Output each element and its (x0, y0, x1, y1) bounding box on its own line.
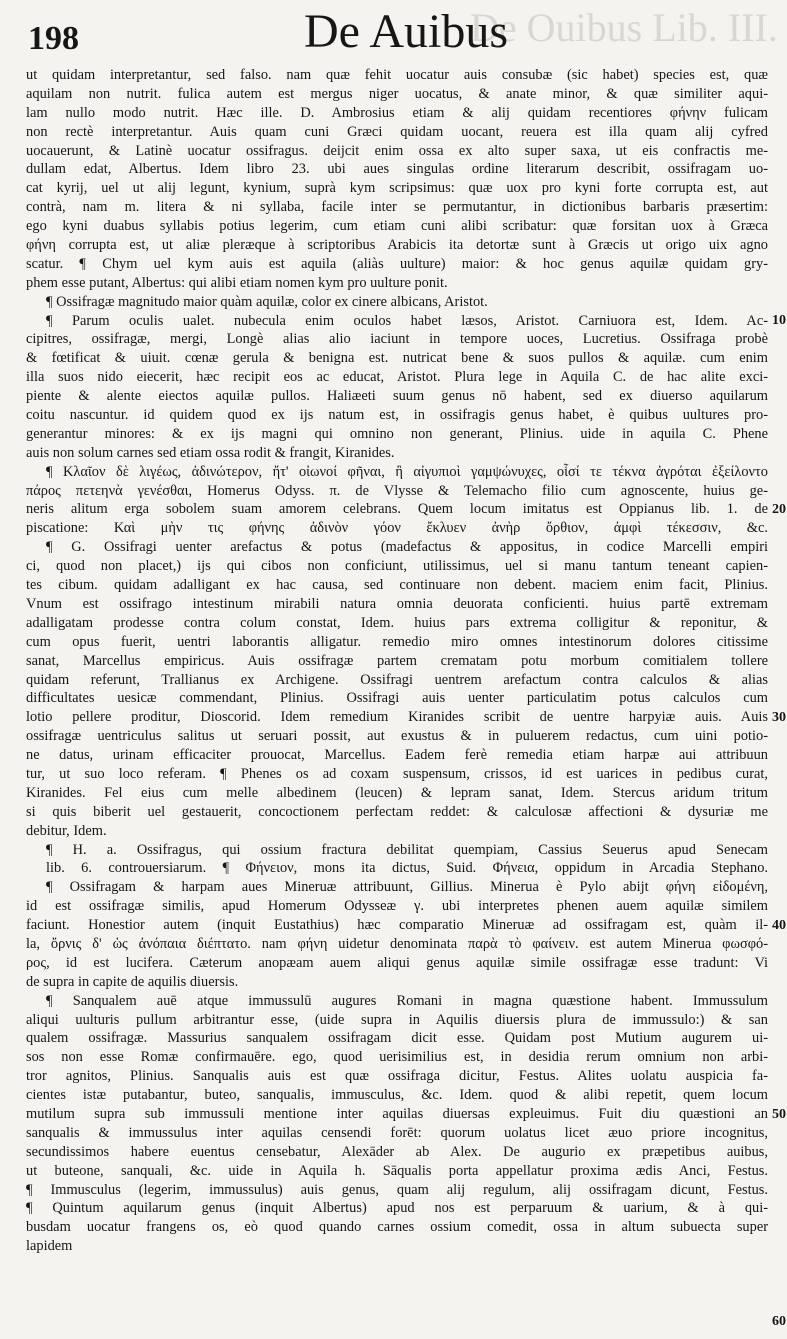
text-line: debitur, Idem. (26, 822, 107, 839)
text-line: faciunt. Honestior autem (inquit Eustathius) hæc comparatio Mineruæ ad ossifragam est, quàm il- (26, 917, 768, 934)
margin-number: 50 (772, 1106, 786, 1122)
text-line: ¶ Parum oculis ualet. nubecula enim oculos habet læsos, Aristot. Carniuora est, Idem. Ac- (46, 312, 768, 329)
text-line: ut buteone, sanquali, &c. uide in Aquila h. Sāqualis porta appellatur proxima ædis Anci, Festus. (26, 1162, 768, 1179)
text-line: contrà, nam m. litera & ni syllaba, facile inter se permutantur, in dictionibus barbaris præsertim: (26, 199, 768, 216)
text-line: si quis biberit uel gestauerit, concoctionem perfectam reddet: & calculosæ affectioni & dysuriæ me (26, 803, 768, 820)
margin-number: 10 (772, 312, 786, 328)
text-line: piscatione: Καὶ μὴν τις φήνης ἀδινὸν γόον ἔκλυεν ἀνὴρ ὄρθιον, ἀμφὶ τέκεσσιν, &c. (26, 520, 768, 537)
margin-number: 60 (772, 1314, 786, 1330)
text-line: ¶ Ossifragæ magnitudo maior quàm aquilæ, color ex cinere albicans, Aristot. (46, 293, 488, 310)
text-line: cientes istæ putabantur, buteo, sanqualis, immusculus, &c. Idem. quod & alibi repetit, quem locum (26, 1087, 768, 1104)
text-line: ut quidam interpretantur, sed falso. nam quæ fehit uocatur auis consubæ (sic habet) species est, quæ (26, 67, 768, 83)
text-line: ossifragæ uentriculus salitus ut seruari possit, aut exustus & in puluerem redactus, cum uini potio- (26, 728, 768, 745)
text-line: id est ossifragæ similis, apud Homerum Odysseæ γ. ubi interpretes phenen auem aquilæ similem (26, 898, 768, 915)
margin-number: 40 (772, 917, 786, 933)
text-line: ci, quod non placet,) ijs qui cibos non conficiunt, utilissimus, uel si manu tantum teneant capien- (26, 558, 768, 575)
page-number: 198 (28, 20, 79, 57)
text-line: πάρος πετεηνὰ γενέσθαι, Homerus Odyss. π. de Vlysse & Telemacho filio cum agnoscente, huius ge- (26, 482, 768, 499)
text-line: aquilam non nutrit. fulica autem est mergus niger uocatus, & anate minor, & quæ similiter aqui- (26, 85, 768, 102)
text-line: aliqui uulturis pullum arbitrantur esse, (uide supra in Aquilis diuersis plura de immussulo:) & san (26, 1011, 768, 1028)
text-line: la, ὄρνις δ' ὡς ἀνόπαια διέπτατο. nam φήνη uidetur denominata παρὰ τὸ φαίνειν. est autem Minerua φωσφό- (26, 935, 768, 952)
text-line: tur, ut suo loco referam. ¶ Phenes os ad coxam suspensum, crissos, id est uarices in pedibus curat, (26, 765, 768, 782)
text-line: ¶ G. Ossifragi uenter arefactus & potus (madefactus & appositus, in codice Marcelli empiri (46, 539, 768, 556)
running-title: De Auibus (304, 5, 508, 58)
text-line: secundissimos habere euentus censebatur, Alexāder ab Alex. De augurio ex præpetibus auibus, (26, 1143, 768, 1160)
text-line: ¶ H. a. Ossifragus, qui ossium fractura debilitat quempiam, Cassius Seuerus apud Senecam (46, 841, 768, 858)
text-line: cat kyrij, uel ut alij legunt, kynium, suprà kym scripsimus: quæ uox pro kyni forte corrupta est, aut (26, 180, 768, 197)
text-line: difficultates uesicæ commendant, Plinius. Ossifragi auis uenter particulatim potus calculos cum (26, 690, 768, 707)
text-line: & fœtificat & uiuit. cœnæ gerula & benigna est. nutricat bene & suos pullos & aquilæ. cum enim (26, 350, 768, 367)
text-line: qualem ossifragæ. Massurius sanqualem ossifragam dicit esse. Quidam post Mutium augurem ui- (26, 1030, 768, 1047)
text-line: uocauerunt, & Latinè uocatur ossifragus. deijcit enim ossa ex alto super saxa, ut eis confractis me- (26, 142, 768, 159)
text-line: busdam uocatur frangens os, eò quod quando carnes ossium comedit, ossa in altum subuecta super (26, 1219, 768, 1236)
text-line: generantur minores: & ex ijs magni qui omnino non generant, Plinius. uide in aquila C. Phene (26, 425, 768, 442)
bleed-through-title: De Ouibus Lib. III. (470, 5, 778, 50)
text-line: ¶ Sanqualem auē atque immussulū augures Romani in magna quæstione habent. Immussulum (46, 992, 768, 1009)
text-line: coitu nascuntur. id quidem quod ex ijs natum est, in ossifragis genus habet, è quibus uultures pro- (26, 407, 768, 424)
text-line: ¶ Quintum aquilarum genus (inquit Albertus) apud nos est perparuum & uarium, & à qui- (26, 1200, 768, 1217)
text-line: auis non solum carnes sed etiam ossa rodit & frangit, Kiranides. (26, 444, 395, 461)
text-line: non rectè interpretantur. Auis quam cuni Græci quidam uocant, reuera est illa quam alij cyfred (26, 123, 768, 140)
text-line: lotio pellere proditur, Dioscorid. Idem remedium Kiranides scribit de uentre harpyiæ auis. Auis (26, 709, 768, 726)
text-line: sanqualis & immussulus inter aquilas censendi forēt: quorum uolatus licet æuo priore incognitus, (26, 1124, 768, 1141)
text-line: de supra in capite de aquilis diuersis. (26, 973, 239, 990)
text-line: lapidem (26, 1238, 73, 1255)
text-line: mutilum supra sub immussuli mentione inter aquilas diuersas expleuimus. Fuit diu quæstioni an (26, 1105, 768, 1122)
text-line: phem esse putant, Albertus: qui alibi etiam nomen kym pro uulture ponit. (26, 274, 448, 291)
text-line: lib. 6. controuersiarum. ¶ Φήνειον, mons ita dictus, Suid. Φήνεια, oppidum in Arcadia Stephano. (46, 860, 768, 877)
text-line: lam nullo modo nutrit. Hæc ille. D. Ambrosius etiam & alij quidam recentiores φήνην fulicam (26, 104, 768, 121)
text-line: Vnum est ossifrago intestinum mirabili natura omnia deuorata conficienti. huius partē extremam (26, 595, 768, 612)
text-line: tes cibum. quidam adalligant ex hac causa, sed continuare non debent. maciem enim facit, Plinius. (26, 577, 768, 594)
text-line: quidam referunt, Trallianus ex Archigene. Ossifragi uentrem arefactum contra calculos & alias (26, 671, 768, 688)
text-line: cum opus fuerit, uentri laborantis alligatur. remedio miro omnes intestinorum dolores citissime (26, 633, 768, 650)
text-line: ¶ Immusculus (legerim, immussulus) auis genus, quam alij regulum, alij ossifragam dicunt, Festus. (26, 1181, 768, 1198)
text-line: adalligatam prodesse contra colum constat, Idem. huius pars extrema colligitur & reponitur, & (26, 614, 768, 631)
text-line: ne datus, urinam efficaciter prouocat, Marcellus. Eadem ferè remedia etiam harpæ aui attribuun (26, 747, 768, 764)
text-line: scatur. ¶ Chym uel kym auis est aquila (aliàs uulture) maior: & hoc genus aquilæ quidam gry- (26, 255, 768, 272)
text-line: ¶ Ossifragam & harpam aues Mineruæ attribuunt, Gillius. Minerua è Pylo abijt φήνη εἰδομένη, (46, 879, 768, 896)
text-line: sos non esse Romæ confirmauēre. ego, quod uerisimilius est, in desidia rerum omnium non arbi- (26, 1049, 768, 1066)
text-line: piente & alente eiectos aquilæ pullos. Haliæeti suum genus nō habent, sed ex diuerso aquilarum (26, 388, 768, 405)
text-line: tror agnitos, Plinius. Sanqualis auis est quæ ossifraga dicitur, Festus. Alites uolatu auspicia fa- (26, 1068, 768, 1085)
margin-number: 30 (772, 709, 786, 725)
text-line: ρος, id est lucifera. Cæterum anopæam auem aliqui genus aquilæ simile ossifragæ esse tradunt: Vi (26, 954, 768, 971)
margin-number: 20 (772, 501, 786, 517)
text-line: neris alitum erga sobolem suam amorem celebrans. Quem locum imitatus est Oppianus lib. 1. de (26, 501, 768, 518)
page-header (28, 4, 768, 64)
text-line: Kiranides. Fel eius cum melle albedinem (leucen) & lepram sanat, Idem. Stercus aridum tritum (26, 784, 768, 801)
text-line: φήνη corrupta est, ut aliæ pleræque à scriptoribus Arabicis ita detortæ sunt à Græcis ut origo uix agno (26, 237, 768, 254)
text-line: illa suos nido eiecerit, hæc recipit eos ac educat, Aristot. Plura lege in Aquila C. de hac alite exci- (26, 369, 768, 386)
text-line: dullam edat, Albertus. Idem libro 23. ubi aues singulas ordine literarum describit, ossifragam uo- (26, 161, 768, 178)
text-line: ¶ Κλαῖον δὲ λιγέως, ἀδινώτερον, ἤτ' οἰωνοί φῆναι, ἢ αἰγυπιοὶ γαμψώνυχες, οἷσί τε τέκνα ἀγρόται ἐξείλοντο (46, 463, 768, 480)
text-line: ego kyni duabus syllabis potius legerim, cum etiam cuni alibi scribatur: quæ forsitan uox à Græca (26, 218, 768, 235)
text-line: sanat, Marcellus empiricus. Auis ossifragæ partem crematam potu morbum comitialem tollere (26, 652, 768, 669)
body-text (26, 66, 768, 1256)
text-line: cipitres, ossifragæ, mergi, Longè alias alio iaciunt in tempore uoces, Lucretius. Ossifraga probè (26, 331, 768, 348)
